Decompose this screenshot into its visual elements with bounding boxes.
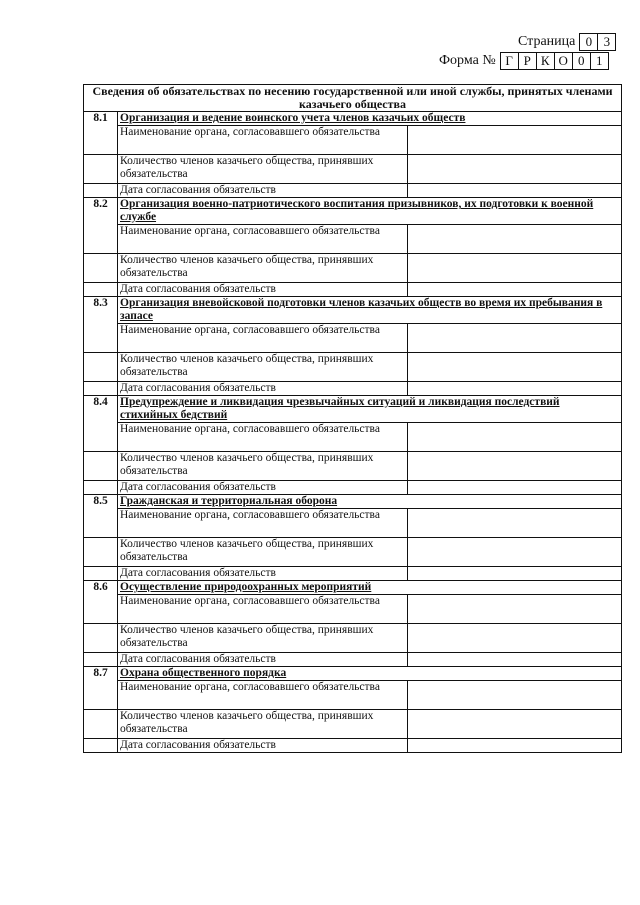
field-label: Дата согласования обязательств — [118, 653, 408, 667]
field-row-date — [84, 283, 622, 297]
field-value-count[interactable] — [408, 254, 622, 283]
field-label: Дата согласования обязательств — [118, 739, 408, 753]
field-label: Дата согласования обязательств — [118, 184, 408, 198]
section-title: Организация военно-патриотического воспитания призывников, их подготовки к военной службе — [118, 198, 622, 225]
section-number: 8.1 — [84, 112, 118, 126]
field-value-organ[interactable] — [408, 595, 622, 624]
page-digit: 3 — [597, 34, 615, 50]
section-number: 8.2 — [84, 198, 118, 225]
field-value-organ[interactable] — [408, 509, 622, 538]
field-label: Дата согласования обязательств — [118, 567, 408, 581]
section-title: Гражданская и территориальная оборона — [118, 495, 622, 509]
field-value-count[interactable] — [408, 710, 622, 739]
field-value-count[interactable] — [408, 452, 622, 481]
field-row-date — [84, 184, 622, 198]
section-number: 8.5 — [84, 495, 118, 509]
section-number: 8.6 — [84, 581, 118, 595]
field-value-organ[interactable] — [408, 681, 622, 710]
page-digit: 0 — [585, 34, 593, 49]
field-label: Количество членов казачьего общества, принявших обязательства — [118, 624, 408, 653]
field-label: Наименование органа, согласовавшего обязательства — [118, 595, 408, 624]
obligations-table — [83, 84, 622, 753]
field-label: Наименование органа, согласовавшего обязательства — [118, 324, 408, 353]
field-value-date[interactable] — [408, 739, 622, 753]
field-value-organ[interactable] — [408, 324, 622, 353]
section-header-row — [84, 396, 622, 423]
field-label: Количество членов казачьего общества, принявших обязательства — [118, 452, 408, 481]
field-row-date — [84, 567, 622, 581]
section-header-row — [84, 495, 622, 509]
field-row-organ — [84, 595, 622, 624]
form-number-row — [439, 52, 609, 70]
field-label: Наименование органа, согласовавшего обязательства — [118, 423, 408, 452]
section-header-row — [84, 112, 622, 126]
field-label: Наименование органа, согласовавшего обязательства — [118, 126, 408, 155]
field-row-count — [84, 538, 622, 567]
field-row-organ — [84, 324, 622, 353]
field-row-count — [84, 353, 622, 382]
form-code-char: К — [536, 53, 554, 69]
field-row-count — [84, 710, 622, 739]
field-label: Количество членов казачьего общества, принявших обязательства — [118, 710, 408, 739]
field-row-organ — [84, 509, 622, 538]
section-title: Осуществление природоохранных мероприятий — [118, 581, 622, 595]
field-value-date[interactable] — [408, 567, 622, 581]
field-label: Дата согласования обязательств — [118, 283, 408, 297]
section-header-row — [84, 297, 622, 324]
field-value-count[interactable] — [408, 624, 622, 653]
form-code-char: Г — [505, 53, 513, 68]
section-number: 8.3 — [84, 297, 118, 324]
section-title: Организация и ведение воинского учета членов казачьих обществ — [118, 112, 622, 126]
field-row-organ — [84, 681, 622, 710]
field-row-organ — [84, 126, 622, 155]
field-label: Дата согласования обязательств — [118, 382, 408, 396]
field-value-organ[interactable] — [408, 225, 622, 254]
field-label: Наименование органа, согласовавшего обязательства — [118, 681, 408, 710]
field-value-organ[interactable] — [408, 126, 622, 155]
field-label: Количество членов казачьего общества, принявших обязательства — [118, 353, 408, 382]
section-number: 8.4 — [84, 396, 118, 423]
field-row-count — [84, 624, 622, 653]
table-title: Сведения об обязательствах по несению государственной или иной службы, принятых членами казачьего общества — [84, 85, 622, 112]
field-value-date[interactable] — [408, 184, 622, 198]
field-label: Дата согласования обязательств — [118, 481, 408, 495]
form-label: Форма № — [439, 53, 496, 68]
field-label: Количество членов казачьего общества, принявших обязательства — [118, 155, 408, 184]
form-code-char: 1 — [590, 53, 608, 69]
field-row-count — [84, 155, 622, 184]
field-value-count[interactable] — [408, 353, 622, 382]
page-number-row — [518, 33, 616, 51]
section-header-row — [84, 667, 622, 681]
form-code-char: 0 — [572, 53, 590, 69]
field-row-date — [84, 481, 622, 495]
field-value-count[interactable] — [408, 155, 622, 184]
field-label: Наименование органа, согласовавшего обязательства — [118, 509, 408, 538]
field-value-date[interactable] — [408, 283, 622, 297]
field-label: Наименование органа, согласовавшего обязательства — [118, 225, 408, 254]
field-label: Количество членов казачьего общества, принявших обязательства — [118, 254, 408, 283]
section-title: Предупреждение и ликвидация чрезвычайных ситуаций и ликвидация последствий стихийных бедствий — [118, 396, 622, 423]
section-header-row — [84, 581, 622, 595]
field-row-count — [84, 254, 622, 283]
field-value-date[interactable] — [408, 481, 622, 495]
section-title: Организация вневойсковой подготовки членов казачьих обществ во время их пребывания в запасе — [118, 297, 622, 324]
form-code-char: О — [554, 53, 572, 69]
field-row-date — [84, 382, 622, 396]
field-row-date — [84, 739, 622, 753]
form-code-char: Р — [518, 53, 536, 69]
field-row-date — [84, 653, 622, 667]
field-label: Количество членов казачьего общества, принявших обязательства — [118, 538, 408, 567]
field-value-date[interactable] — [408, 653, 622, 667]
section-header-row — [84, 198, 622, 225]
field-value-count[interactable] — [408, 538, 622, 567]
section-title: Охрана общественного порядка — [118, 667, 622, 681]
field-row-organ — [84, 423, 622, 452]
page-number-cells — [579, 33, 616, 51]
field-value-date[interactable] — [408, 382, 622, 396]
form-code-cells — [500, 52, 609, 70]
page-label: Страница — [518, 34, 576, 49]
field-value-organ[interactable] — [408, 423, 622, 452]
field-row-organ — [84, 225, 622, 254]
field-row-count — [84, 452, 622, 481]
section-number: 8.7 — [84, 667, 118, 681]
